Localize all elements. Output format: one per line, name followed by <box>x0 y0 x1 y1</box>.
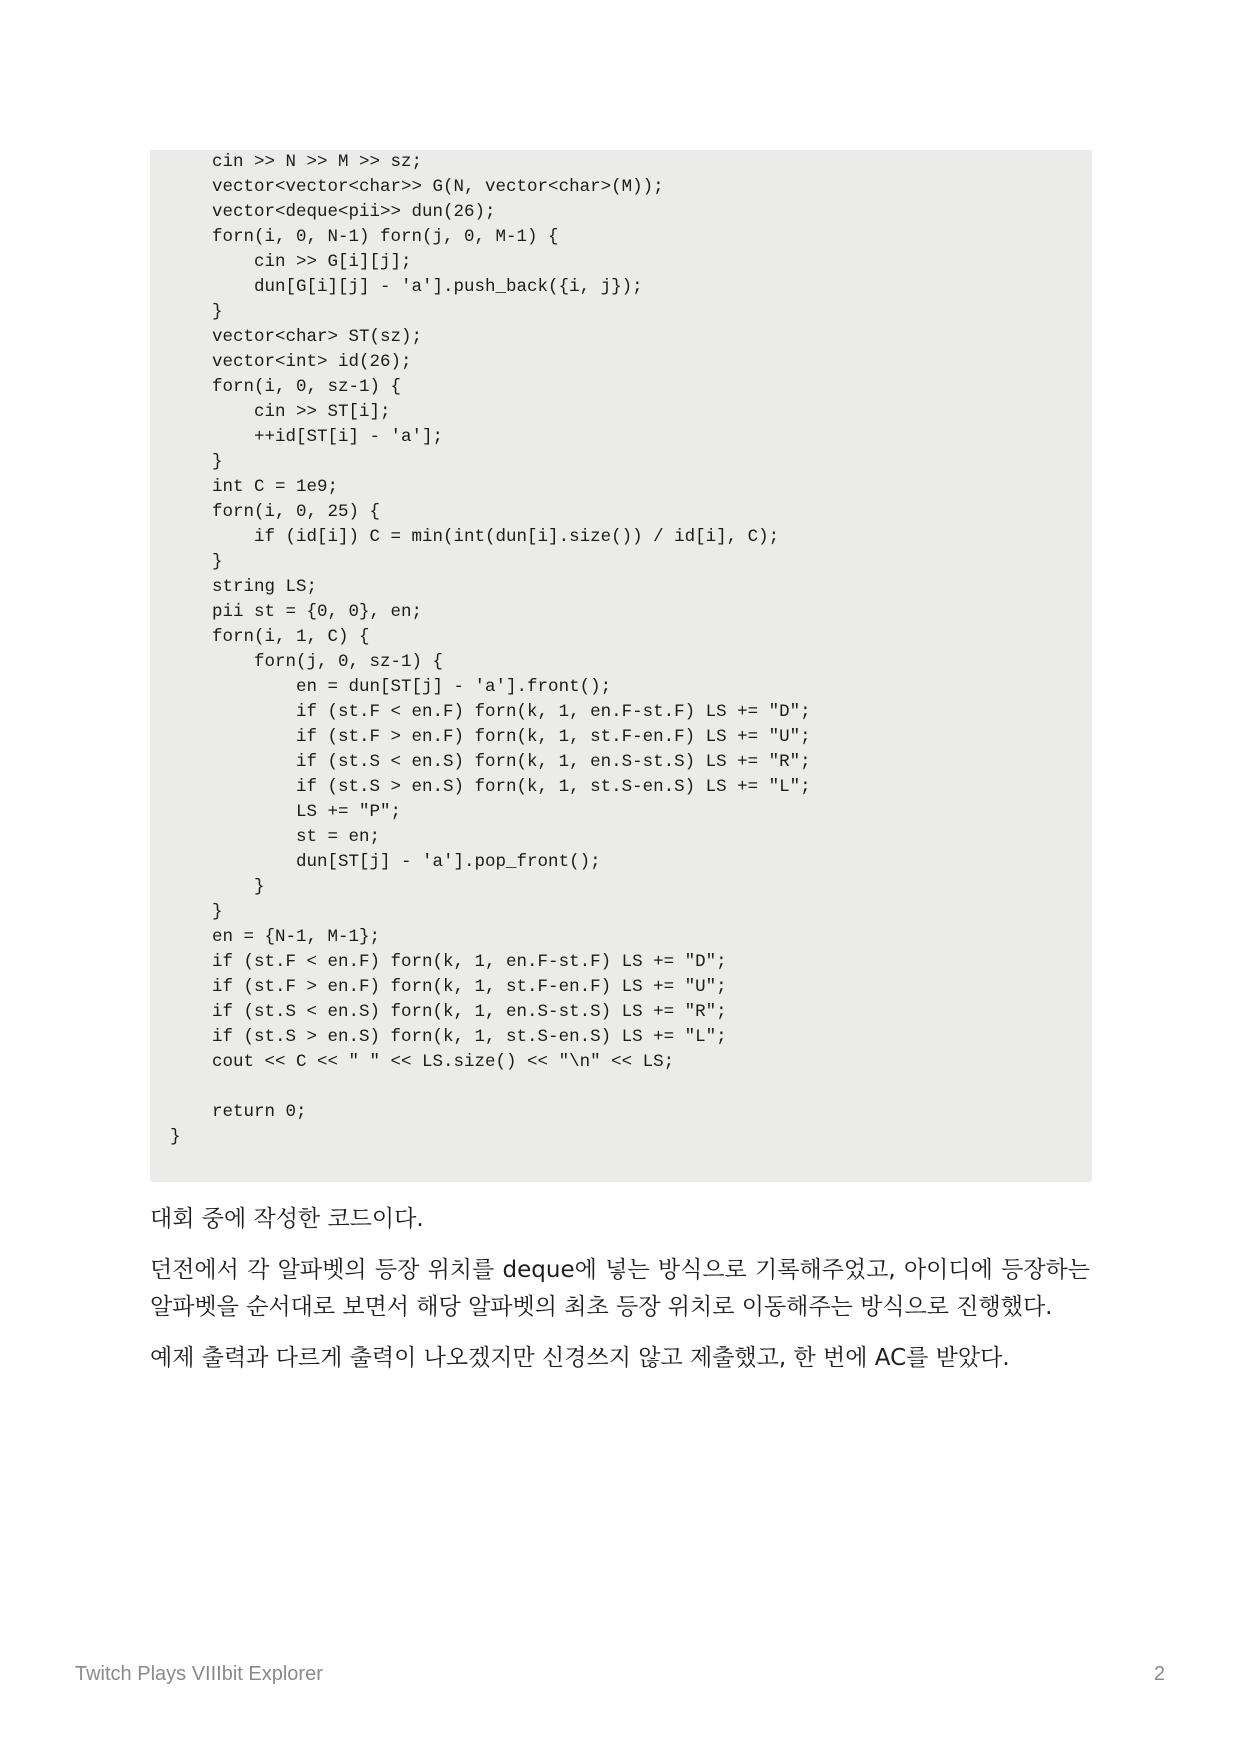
code-line: cin >> N >> M >> sz; <box>170 152 423 172</box>
code-line: en = dun[ST[j] - 'a'].front(); <box>170 677 612 697</box>
code-line: if (id[i]) C = min(int(dun[i].size()) / id[i], C); <box>170 527 780 547</box>
code-line: if (st.S < en.S) forn(k, 1, en.S-st.S) LS += "R"; <box>170 752 811 772</box>
code-line: } <box>170 302 223 322</box>
body-text <box>150 1201 1090 1391</box>
paragraph-result: 예제 출력과 다르게 출력이 나오겠지만 신경쓰지 않고 제출했고, 한 번에 AC를 받았다. <box>150 1345 1010 1371</box>
code-line: } <box>170 552 223 572</box>
code-line: ++id[ST[i] - 'a']; <box>170 427 444 447</box>
code-block <box>150 150 1092 1182</box>
code-line: if (st.F > en.F) forn(k, 1, st.F-en.F) LS += "U"; <box>170 977 727 997</box>
code-line: } <box>170 1127 181 1147</box>
code-line: int C = 1e9; <box>170 477 339 497</box>
code-line: dun[ST[j] - 'a'].pop_front(); <box>170 852 601 872</box>
code-line: pii st = {0, 0}, en; <box>170 602 423 622</box>
code-line: vector<int> id(26); <box>170 352 412 372</box>
code-line: dun[G[i][j] - 'a'].push_back({i, j}); <box>170 277 643 297</box>
code-line: vector<vector<char>> G(N, vector<char>(M)); <box>170 177 664 197</box>
paragraph-intro: 대회 중에 작성한 코드이다. <box>150 1206 424 1232</box>
code-line: cin >> G[i][j]; <box>170 252 412 272</box>
code-line: if (st.F < en.F) forn(k, 1, en.F-st.F) LS += "D"; <box>170 952 727 972</box>
code-line: forn(i, 0, 25) { <box>170 502 381 522</box>
code-line: } <box>170 902 223 922</box>
code-line: forn(i, 0, sz-1) { <box>170 377 402 397</box>
code-line: if (st.F > en.F) forn(k, 1, st.F-en.F) LS += "U"; <box>170 727 811 747</box>
code-line: if (st.F < en.F) forn(k, 1, en.F-st.F) LS += "D"; <box>170 702 811 722</box>
code-line: } <box>170 452 223 472</box>
code-line: vector<char> ST(sz); <box>170 327 423 347</box>
code-line: string LS; <box>170 577 318 597</box>
page-number: 2 <box>1153 1663 1165 1685</box>
code-line: LS += "P"; <box>170 802 402 822</box>
code-line: if (st.S > en.S) forn(k, 1, st.S-en.S) LS += "L"; <box>170 1027 727 1047</box>
code-line: if (st.S > en.S) forn(k, 1, st.S-en.S) LS += "L"; <box>170 777 811 797</box>
code-line: forn(j, 0, sz-1) { <box>170 652 444 672</box>
code-line: } <box>170 877 265 897</box>
footer-title: Twitch Plays VIIIbit Explorer <box>75 1663 323 1685</box>
code-line: cout << C << " " << LS.size() << "\n" << LS; <box>170 1052 675 1072</box>
code-line: return 0; <box>170 1102 307 1122</box>
code-line: cin >> ST[i]; <box>170 402 391 422</box>
paragraph-approach: 던전에서 각 알파벳의 등장 위치를 deque에 넣는 방식으로 기록해주었고, 아이디에 등장하는 알파벳을 순서대로 보면서 해당 알파벳의 최초 등장 위치로 이동해주는 방식으로 진행했다. <box>150 1257 1090 1320</box>
code-line: forn(i, 0, N-1) forn(j, 0, M-1) { <box>170 227 559 247</box>
code-line: forn(i, 1, C) { <box>170 627 370 647</box>
code-line: en = {N-1, M-1}; <box>170 927 381 947</box>
code-line: if (st.S < en.S) forn(k, 1, en.S-st.S) LS += "R"; <box>170 1002 727 1022</box>
code-line <box>170 1075 1092 1100</box>
code-line: st = en; <box>170 827 381 847</box>
code-line: vector<deque<pii>> dun(26); <box>170 202 496 222</box>
